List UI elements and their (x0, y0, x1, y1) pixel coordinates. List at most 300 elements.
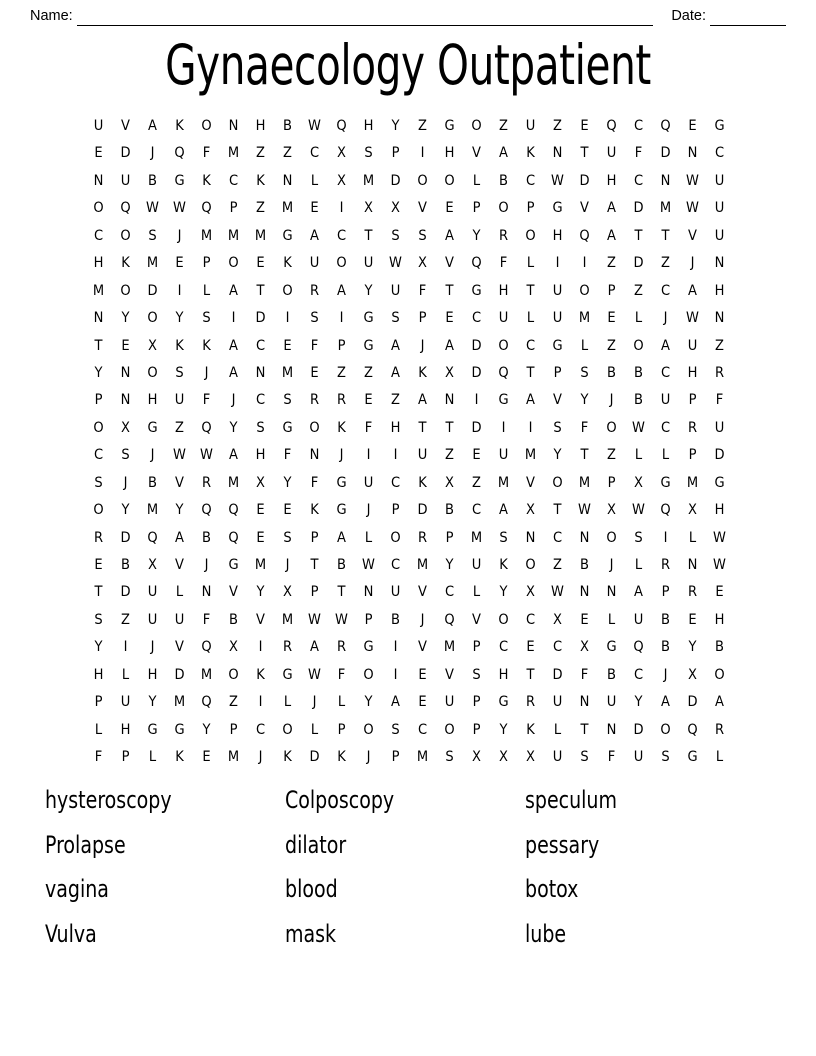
grid-letter[interactable]: H (93, 255, 104, 272)
grid-letter[interactable]: K (283, 255, 292, 272)
grid-letter[interactable]: R (714, 364, 725, 381)
grid-letter[interactable]: X (688, 502, 697, 519)
grid-letter[interactable]: G (552, 337, 563, 354)
grid-letter[interactable]: N (660, 172, 671, 189)
grid-letter[interactable]: P (364, 611, 373, 628)
grid-letter[interactable]: P (661, 584, 670, 601)
grid-letter[interactable]: T (634, 227, 643, 244)
grid-letter[interactable]: Q (120, 200, 131, 217)
grid-letter[interactable]: A (337, 282, 346, 299)
grid-letter[interactable]: A (391, 337, 400, 354)
grid-letter[interactable]: L (175, 584, 184, 601)
grid-letter[interactable]: M (443, 639, 456, 656)
grid-letter[interactable]: D (714, 447, 725, 464)
grid-letter[interactable]: U (120, 694, 131, 711)
grid-letter[interactable]: X (526, 584, 535, 601)
grid-letter[interactable]: Q (201, 419, 212, 436)
grid-letter[interactable]: T (256, 282, 265, 299)
grid-letter[interactable]: A (715, 694, 724, 711)
grid-letter[interactable]: T (337, 584, 346, 601)
grid-letter[interactable]: H (498, 666, 509, 683)
grid-letter[interactable]: C (471, 310, 482, 327)
grid-letter[interactable]: O (633, 337, 644, 354)
grid-letter[interactable]: V (256, 611, 265, 628)
grid-letter[interactable]: B (634, 392, 643, 409)
grid-letter[interactable]: E (256, 502, 265, 519)
grid-letter[interactable]: D (174, 666, 185, 683)
grid-letter[interactable]: P (94, 694, 103, 711)
grid-letter[interactable]: X (445, 364, 454, 381)
grid-letter[interactable]: C (255, 337, 266, 354)
grid-letter[interactable]: Y (364, 282, 373, 299)
grid-letter[interactable]: J (609, 557, 614, 573)
grid-letter[interactable]: R (201, 474, 212, 491)
grid-letter[interactable]: G (552, 200, 563, 217)
grid-letter[interactable]: D (687, 694, 698, 711)
grid-letter[interactable]: Y (94, 639, 103, 656)
grid-letter[interactable]: B (607, 666, 616, 683)
grid-letter[interactable]: M (227, 227, 240, 244)
grid-letter[interactable]: C (309, 145, 320, 162)
grid-letter[interactable]: N (120, 364, 131, 381)
grid-letter[interactable]: Z (661, 255, 670, 272)
grid-letter[interactable]: X (337, 145, 346, 162)
grid-letter[interactable]: Y (472, 227, 481, 244)
grid-letter[interactable]: V (418, 584, 427, 601)
grid-letter[interactable]: S (634, 529, 643, 546)
grid-letter[interactable]: N (363, 584, 374, 601)
grid-letter[interactable]: U (633, 749, 644, 766)
grid-letter[interactable]: E (94, 145, 103, 162)
grid-letter[interactable]: F (580, 666, 589, 683)
word-list-item[interactable]: hysteroscopy (45, 786, 172, 814)
grid-letter[interactable]: M (497, 474, 510, 491)
grid-letter[interactable]: P (472, 694, 481, 711)
grid-letter[interactable]: O (471, 118, 482, 134)
grid-letter[interactable]: D (471, 419, 482, 436)
grid-letter[interactable]: S (553, 419, 562, 436)
grid-letter[interactable]: P (202, 255, 211, 272)
grid-letter[interactable]: E (445, 200, 454, 217)
grid-letter[interactable]: W (146, 200, 159, 217)
grid-letter[interactable]: W (308, 118, 321, 134)
grid-letter[interactable]: Y (148, 694, 157, 711)
grid-letter[interactable]: B (499, 172, 508, 189)
grid-letter[interactable]: V (580, 200, 589, 217)
grid-letter[interactable]: A (418, 392, 427, 409)
grid-letter[interactable]: J (663, 310, 668, 327)
grid-letter[interactable]: L (310, 172, 319, 189)
grid-letter[interactable]: W (578, 502, 591, 519)
grid-letter[interactable]: O (309, 419, 320, 436)
grid-letter[interactable]: Z (445, 447, 454, 464)
grid-letter[interactable]: Y (121, 310, 130, 327)
grid-letter[interactable]: C (633, 118, 644, 134)
grid-letter[interactable]: O (228, 666, 239, 683)
grid-letter[interactable]: R (687, 584, 698, 601)
grid-letter[interactable]: F (202, 392, 211, 409)
grid-letter[interactable]: X (337, 172, 346, 189)
grid-letter[interactable]: M (92, 282, 105, 299)
grid-letter[interactable]: N (444, 392, 455, 409)
grid-letter[interactable]: U (714, 419, 725, 436)
word-list-item[interactable]: speculum (525, 786, 617, 814)
grid-letter[interactable]: F (337, 666, 346, 683)
grid-letter[interactable]: Q (444, 611, 455, 628)
grid-letter[interactable]: A (391, 364, 400, 381)
grid-letter[interactable]: L (526, 255, 535, 272)
grid-letter[interactable]: T (580, 447, 589, 464)
grid-letter[interactable]: R (498, 227, 509, 244)
grid-letter[interactable]: U (606, 145, 617, 162)
grid-letter[interactable]: V (229, 584, 238, 601)
grid-letter[interactable]: S (121, 447, 130, 464)
grid-letter[interactable]: M (470, 529, 483, 546)
grid-letter[interactable]: Z (553, 118, 562, 134)
grid-letter[interactable]: T (94, 584, 103, 601)
grid-letter[interactable]: M (146, 255, 159, 272)
grid-letter[interactable]: D (471, 337, 482, 354)
grid-letter[interactable]: O (363, 721, 374, 738)
grid-letter[interactable]: H (498, 282, 509, 299)
word-search-grid[interactable] (85, 113, 733, 772)
grid-letter[interactable]: U (606, 694, 617, 711)
grid-letter[interactable]: D (417, 502, 428, 519)
grid-letter[interactable]: G (282, 227, 293, 244)
grid-letter[interactable]: W (632, 502, 645, 519)
grid-letter[interactable]: H (147, 666, 158, 683)
grid-letter[interactable]: N (579, 584, 590, 601)
grid-letter[interactable]: Z (256, 200, 265, 217)
grid-letter[interactable]: E (418, 694, 427, 711)
word-list-item[interactable]: botox (525, 875, 579, 903)
grid-letter[interactable]: G (282, 419, 293, 436)
grid-letter[interactable]: Z (337, 364, 346, 381)
grid-letter[interactable]: Y (256, 584, 265, 601)
grid-letter[interactable]: M (173, 694, 186, 711)
grid-letter[interactable]: A (526, 392, 535, 409)
grid-letter[interactable]: B (283, 118, 292, 134)
grid-letter[interactable]: X (445, 474, 454, 491)
grid-letter[interactable]: W (173, 447, 186, 464)
grid-letter[interactable]: L (607, 611, 616, 628)
grid-letter[interactable]: W (308, 611, 321, 628)
grid-letter[interactable]: C (498, 639, 509, 656)
grid-letter[interactable]: G (714, 474, 725, 491)
grid-letter[interactable]: C (417, 721, 428, 738)
grid-letter[interactable]: V (175, 557, 184, 573)
grid-letter[interactable]: S (175, 364, 184, 381)
grid-letter[interactable]: L (553, 721, 562, 738)
grid-letter[interactable]: B (148, 172, 157, 189)
grid-letter[interactable]: P (526, 200, 535, 217)
grid-letter[interactable]: P (445, 529, 454, 546)
grid-letter[interactable]: W (713, 557, 726, 573)
grid-letter[interactable]: R (309, 392, 320, 409)
grid-letter[interactable]: I (501, 419, 506, 436)
grid-letter[interactable]: K (418, 474, 427, 491)
grid-letter[interactable]: U (552, 310, 563, 327)
grid-letter[interactable]: M (578, 474, 591, 491)
grid-letter[interactable]: E (310, 200, 319, 217)
grid-letter[interactable]: O (417, 172, 428, 189)
grid-letter[interactable]: C (660, 364, 671, 381)
grid-letter[interactable]: L (634, 447, 643, 464)
grid-letter[interactable]: B (391, 611, 400, 628)
grid-letter[interactable]: M (281, 364, 294, 381)
grid-letter[interactable]: C (552, 639, 563, 656)
grid-letter[interactable]: M (200, 227, 213, 244)
grid-letter[interactable]: H (606, 172, 617, 189)
grid-letter[interactable]: X (148, 557, 157, 573)
grid-letter[interactable]: L (121, 666, 130, 683)
grid-letter[interactable]: J (150, 639, 155, 656)
grid-letter[interactable]: Q (201, 200, 212, 217)
grid-letter[interactable]: K (202, 337, 211, 354)
grid-letter[interactable]: Z (715, 337, 724, 354)
grid-letter[interactable]: Z (607, 447, 616, 464)
grid-letter[interactable]: M (362, 172, 375, 189)
grid-letter[interactable]: E (445, 310, 454, 327)
grid-letter[interactable]: D (633, 721, 644, 738)
grid-letter[interactable]: E (607, 310, 616, 327)
grid-letter[interactable]: W (686, 310, 699, 327)
word-list-item[interactable]: dilator (285, 830, 347, 859)
grid-letter[interactable]: C (255, 392, 266, 409)
grid-letter[interactable]: S (310, 310, 319, 327)
grid-letter[interactable]: P (607, 474, 616, 491)
grid-letter[interactable]: C (660, 419, 671, 436)
grid-letter[interactable]: C (390, 557, 401, 573)
grid-letter[interactable]: F (94, 749, 103, 766)
grid-letter[interactable]: S (364, 145, 373, 162)
grid-letter[interactable]: P (418, 310, 427, 327)
grid-letter[interactable]: U (552, 282, 563, 299)
grid-letter[interactable]: Z (364, 364, 373, 381)
grid-letter[interactable]: Q (687, 721, 698, 738)
grid-letter[interactable]: C (93, 447, 104, 464)
grid-letter[interactable]: E (175, 255, 184, 272)
grid-letter[interactable]: B (445, 502, 454, 519)
grid-letter[interactable]: O (498, 337, 509, 354)
grid-letter[interactable]: Y (175, 502, 184, 519)
grid-letter[interactable]: K (175, 337, 184, 354)
grid-letter[interactable]: G (363, 639, 374, 656)
grid-letter[interactable]: M (200, 666, 213, 683)
grid-letter[interactable]: M (254, 227, 267, 244)
grid-letter[interactable]: O (93, 502, 104, 519)
grid-letter[interactable]: I (555, 255, 560, 272)
grid-letter[interactable]: Q (660, 502, 671, 519)
grid-letter[interactable]: P (607, 282, 616, 299)
grid-letter[interactable]: V (418, 200, 427, 217)
grid-letter[interactable]: E (256, 255, 265, 272)
grid-letter[interactable]: H (714, 502, 725, 519)
grid-letter[interactable]: H (714, 611, 725, 628)
grid-letter[interactable]: L (94, 721, 103, 738)
grid-letter[interactable]: O (525, 227, 536, 244)
grid-letter[interactable]: Q (174, 145, 185, 162)
grid-letter[interactable]: U (633, 611, 644, 628)
grid-letter[interactable]: C (660, 282, 671, 299)
grid-letter[interactable]: A (445, 337, 454, 354)
grid-letter[interactable]: J (420, 611, 425, 628)
grid-letter[interactable]: J (690, 255, 695, 272)
grid-letter[interactable]: J (258, 749, 263, 766)
grid-letter[interactable]: Y (580, 392, 589, 409)
grid-letter[interactable]: R (687, 419, 698, 436)
grid-letter[interactable]: Y (121, 502, 130, 519)
grid-letter[interactable]: S (391, 310, 400, 327)
grid-letter[interactable]: I (123, 639, 128, 656)
grid-letter[interactable]: N (525, 529, 536, 546)
grid-letter[interactable]: D (120, 584, 131, 601)
grid-letter[interactable]: Z (418, 118, 427, 134)
grid-letter[interactable]: U (687, 337, 698, 354)
grid-letter[interactable]: P (472, 721, 481, 738)
grid-letter[interactable]: T (418, 419, 427, 436)
grid-letter[interactable]: G (363, 337, 374, 354)
grid-letter[interactable]: M (227, 749, 240, 766)
grid-letter[interactable]: F (499, 255, 508, 272)
grid-letter[interactable]: Y (445, 557, 454, 573)
grid-letter[interactable]: N (714, 310, 725, 327)
grid-letter[interactable]: W (173, 200, 186, 217)
grid-letter[interactable]: O (498, 200, 509, 217)
grid-letter[interactable]: E (364, 392, 373, 409)
grid-letter[interactable]: F (580, 419, 589, 436)
grid-letter[interactable]: H (687, 364, 698, 381)
grid-letter[interactable]: O (120, 282, 131, 299)
grid-letter[interactable]: Z (391, 392, 400, 409)
grid-letter[interactable]: W (686, 172, 699, 189)
grid-letter[interactable]: C (336, 227, 347, 244)
grid-letter[interactable]: I (177, 282, 182, 299)
grid-letter[interactable]: V (121, 118, 130, 134)
grid-letter[interactable]: L (202, 282, 211, 299)
grid-letter[interactable]: S (580, 749, 589, 766)
word-list-item[interactable]: lube (525, 919, 567, 948)
grid-letter[interactable]: H (552, 227, 563, 244)
grid-letter[interactable]: S (391, 721, 400, 738)
grid-letter[interactable]: X (634, 474, 643, 491)
grid-letter[interactable]: Z (607, 337, 616, 354)
grid-letter[interactable]: P (310, 584, 319, 601)
grid-letter[interactable]: E (283, 502, 292, 519)
grid-letter[interactable]: L (715, 749, 724, 766)
grid-letter[interactable]: G (174, 721, 185, 738)
grid-letter[interactable]: Z (229, 694, 238, 711)
grid-letter[interactable]: O (93, 419, 104, 436)
grid-letter[interactable]: E (418, 666, 427, 683)
grid-letter[interactable]: A (229, 364, 238, 381)
grid-letter[interactable]: V (175, 474, 184, 491)
grid-letter[interactable]: O (390, 529, 401, 546)
grid-letter[interactable]: V (688, 227, 697, 244)
grid-letter[interactable]: U (93, 118, 104, 134)
grid-letter[interactable]: D (579, 172, 590, 189)
grid-letter[interactable]: U (714, 227, 725, 244)
grid-letter[interactable]: M (416, 749, 429, 766)
grid-letter[interactable]: L (310, 721, 319, 738)
grid-letter[interactable]: W (389, 255, 402, 272)
grid-letter[interactable]: J (204, 557, 209, 573)
grid-letter[interactable]: C (633, 666, 644, 683)
grid-letter[interactable]: J (312, 694, 317, 711)
grid-letter[interactable]: M (416, 557, 429, 573)
grid-letter[interactable]: U (660, 392, 671, 409)
grid-letter[interactable]: U (309, 255, 320, 272)
grid-letter[interactable]: E (526, 639, 535, 656)
name-write-line[interactable] (77, 9, 654, 26)
grid-letter[interactable]: T (445, 282, 454, 299)
grid-letter[interactable]: W (308, 666, 321, 683)
grid-letter[interactable]: E (472, 447, 481, 464)
grid-letter[interactable]: J (339, 447, 344, 464)
grid-letter[interactable]: L (364, 529, 373, 546)
grid-letter[interactable]: Q (228, 529, 239, 546)
grid-letter[interactable]: P (229, 721, 238, 738)
grid-letter[interactable]: B (121, 557, 130, 573)
grid-letter[interactable]: M (524, 447, 537, 464)
grid-letter[interactable]: U (498, 310, 509, 327)
grid-letter[interactable]: P (229, 200, 238, 217)
grid-letter[interactable]: Z (499, 118, 508, 134)
grid-letter[interactable]: K (175, 118, 184, 134)
grid-letter[interactable]: I (339, 310, 344, 327)
grid-letter[interactable]: M (227, 145, 240, 162)
grid-letter[interactable]: S (94, 474, 103, 491)
grid-letter[interactable]: G (147, 721, 158, 738)
grid-letter[interactable]: B (715, 639, 724, 656)
grid-letter[interactable]: I (285, 310, 290, 327)
grid-letter[interactable]: W (686, 200, 699, 217)
grid-letter[interactable]: P (121, 749, 130, 766)
grid-letter[interactable]: M (281, 200, 294, 217)
grid-letter[interactable]: I (393, 639, 398, 656)
grid-letter[interactable]: T (526, 666, 535, 683)
grid-letter[interactable]: C (714, 145, 725, 162)
grid-letter[interactable]: Q (201, 639, 212, 656)
grid-letter[interactable]: S (202, 310, 211, 327)
grid-letter[interactable]: N (606, 584, 617, 601)
grid-letter[interactable]: A (661, 337, 670, 354)
grid-letter[interactable]: L (472, 172, 481, 189)
grid-letter[interactable]: S (283, 529, 292, 546)
grid-letter[interactable]: U (174, 611, 185, 628)
word-list-item[interactable]: Colposcopy (285, 786, 395, 814)
grid-letter[interactable]: V (526, 474, 535, 491)
grid-letter[interactable]: L (337, 694, 346, 711)
grid-letter[interactable]: K (202, 172, 211, 189)
grid-letter[interactable]: O (336, 255, 347, 272)
grid-letter[interactable]: Y (688, 639, 697, 656)
grid-letter[interactable]: C (471, 502, 482, 519)
grid-letter[interactable]: V (553, 392, 562, 409)
grid-letter[interactable]: Z (256, 145, 265, 162)
grid-letter[interactable]: Q (336, 118, 347, 134)
grid-letter[interactable]: A (391, 694, 400, 711)
grid-letter[interactable]: F (607, 749, 616, 766)
grid-letter[interactable]: A (661, 694, 670, 711)
grid-letter[interactable]: O (282, 721, 293, 738)
grid-letter[interactable]: W (200, 447, 213, 464)
grid-letter[interactable]: K (337, 749, 346, 766)
grid-letter[interactable]: R (336, 392, 347, 409)
grid-letter[interactable]: X (607, 502, 616, 519)
grid-letter[interactable]: K (121, 255, 130, 272)
grid-letter[interactable]: Y (391, 118, 400, 134)
